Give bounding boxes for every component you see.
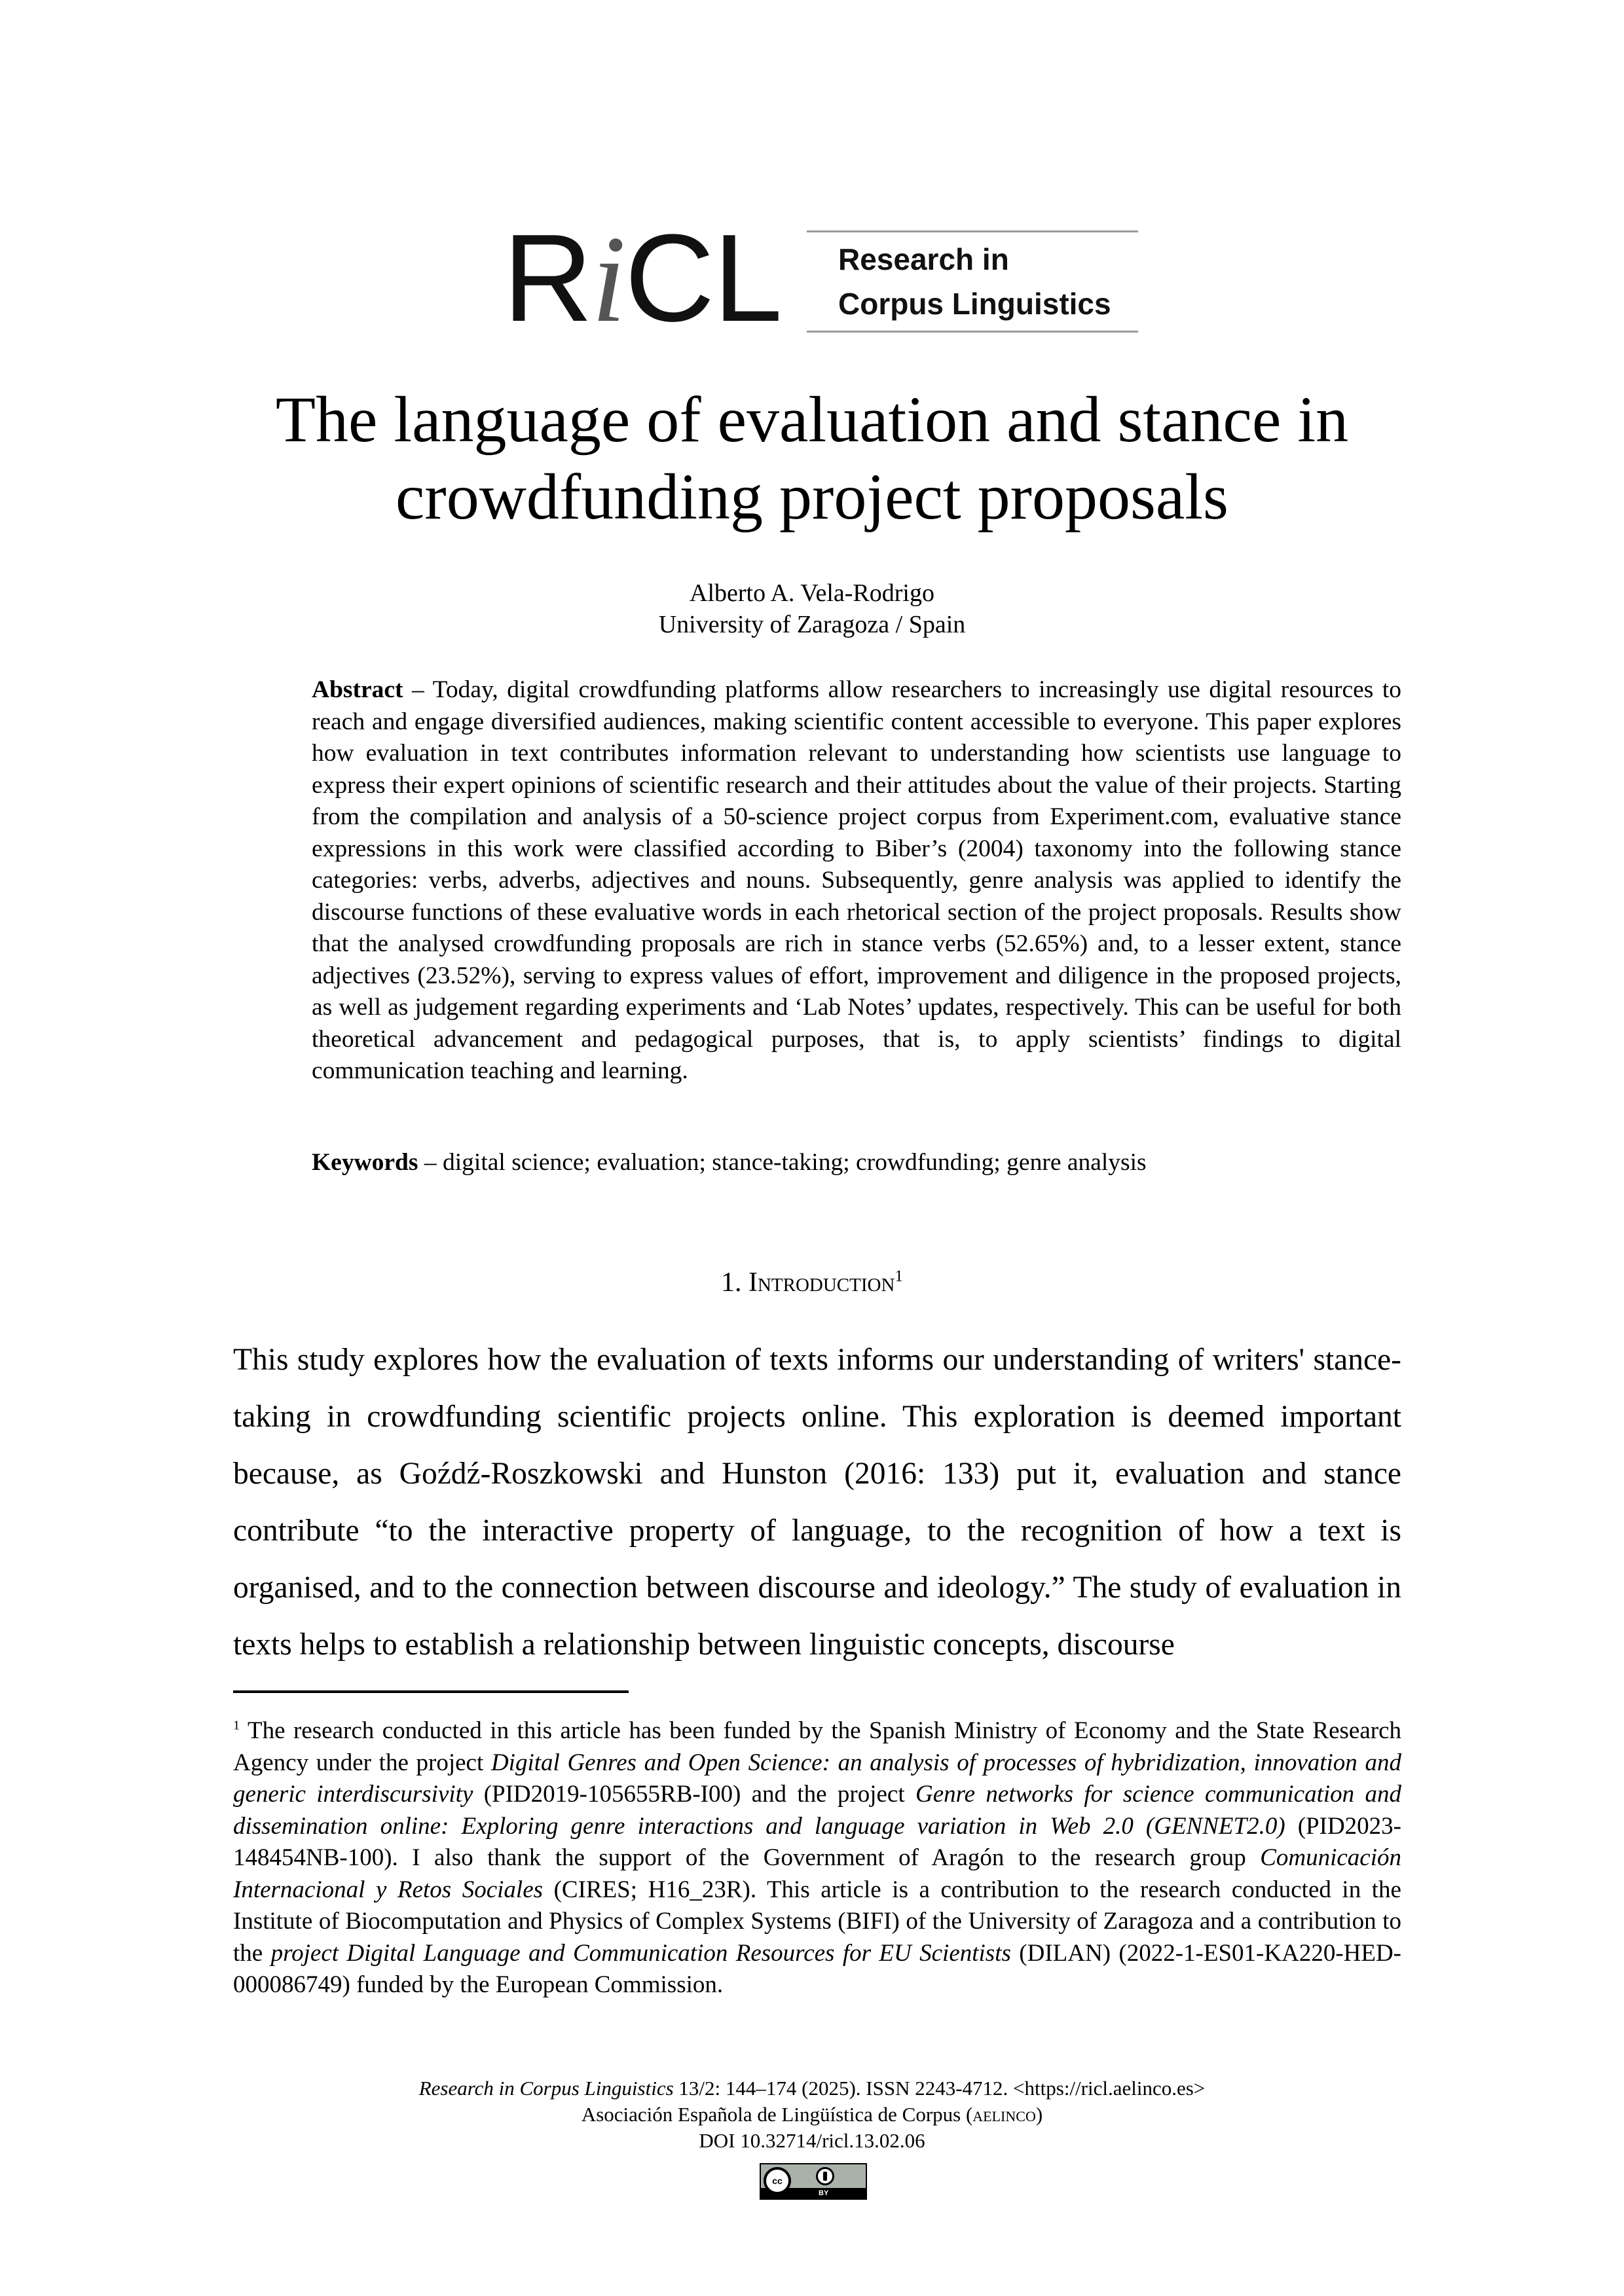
author-block bbox=[196, 577, 1428, 640]
author-name: Alberto A. Vela-Rodrigo bbox=[690, 579, 934, 607]
body-paragraph: This study explores how the evaluation of texts informs our understanding of writers' stance-taking in crowdfunding scientific projects online. This exploration is deemed important because, as Goźdź-Roszkowski and Hunston (2016: 133) put it, evaluation and stance contribute “to the interactive property of language, to the recognition of how a text is organised, and to the connection between discourse and ideology.” The study of evaluation in texts helps to establish a relationship between linguistic concepts, discourse bbox=[233, 1343, 1401, 1662]
footnote: $^1$ The research conducted in this article has been funded by the Spanish Ministry of Economy and the State Research Agency under the project Digital Genres and Open Science: an analysis of processes of hybridization, innovation and generic interdiscursivity (PID2019-105655RB-I00) and the project Genre networks for science communication and dissemination online: Exploring genre interactions and language variation in Web 2.0 (GENNET2.0) (PID2023-148454NB-100). I also thank the support of the Government of Aragón to the research group Comunicación Internacional y Retos Sociales (CIRES; H16_23R). This article is a contribution to the research conducted in the Institute of Biocomputation and Physics of Complex Systems (BIFI) of the University of Zaragoza and a contribution to the project Digital Language and Communication Resources for EU Scientists (DILAN) (2022-1-ES01-KA220-HED-000086749) funded by the European Commission. bbox=[233, 1717, 1401, 1998]
abstract-label: Abstract bbox=[312, 676, 403, 703]
abstract: Abstract – Today, digital crowdfunding platforms allow researchers to increasingly use digital resources to reach and engage diversified audiences, making scientific content accessible to everyone. This paper explores how evaluation in text contributes information relevant to understanding how scientists use language to express their expert opinions of scientific research and their attitudes about the value of their projects. Starting from the compilation and analysis of a 50-science project corpus from Experiment.com, evaluative stance expressions in this work were classified according to Biber’s (2004) taxonomy into the following stance categories: verbs, adverbs, adjectives and nouns. Subsequently, genre analysis was applied to identify the discourse functions of these evaluative words in each rhetorical section of the project proposals. Results show that the analysed crowdfunding proposals are rich in stance verbs (52.65%) and, to a lesser extent, stance adjectives (23.52%), serving to express values of effort, improvement and diligence in the proposed projects, as well as judgement regarding experiments and ‘Lab Notes’ updates, respectively. This can be useful for both theoretical advancement and pedagogical purposes, that is, to apply scientists’ findings to digital communication teaching and learning. bbox=[312, 676, 1401, 1084]
author-affiliation: University of Zaragoza / Spain bbox=[658, 611, 966, 638]
journal-logo bbox=[498, 209, 1153, 348]
section-heading: 1. Introduction$^1$ bbox=[720, 1267, 903, 1298]
page-footer bbox=[196, 2075, 1428, 2154]
keywords: Keywords – digital science; evaluation; stance-taking; crowdfunding; genre analysis bbox=[312, 1149, 1147, 1176]
abstract-text: Today, digital crowdfunding platforms allow researchers to increasingly use digital resources to reach and engage diversified audiences, making scientific content accessible to everyone. This paper explores how evaluation in text contributes information relevant to understanding how scientists use language to express their expert opinions of scientific research and their attitudes about the value of their projects. Starting from the compilation and analysis of a 50-science project corpus from Experiment.com, evaluative stance expressions in this work were classified according to Biber’s (2004) taxonomy into the following stance categories: verbs, adverbs, adjectives and nouns. Subsequently, genre analysis was applied to identify the discourse functions of these evaluative words in each rhetorical section of the project proposals. Results show that the analysed crowdfunding proposals are rich in stance verbs (52.65%) and, to a lesser extent, stance adjectives (23.52%), serving to express values of effort, improvement and diligence in the proposed projects, as well as judgement regarding experiments and ‘Lab Notes’ updates, respectively. This can be useful for both theoretical advancement and pedagogical purposes, that is, to apply scientists’ findings to digital communication teaching and learning. bbox=[312, 676, 1401, 1084]
footnote-marker: 1 bbox=[233, 1718, 240, 1733]
by-label: BY bbox=[819, 2189, 829, 2197]
footnote-separator bbox=[233, 1690, 629, 1693]
association-line: Asociación Española de Lingüística de Corpus (aelinco) bbox=[581, 2103, 1043, 2126]
attribution-person-icon bbox=[816, 2167, 834, 2185]
logo-rule-top bbox=[807, 230, 1138, 232]
ricl-logo-mark: RiCL bbox=[503, 209, 781, 348]
footnote-ref[interactable]: 1 bbox=[895, 1267, 903, 1285]
article-title: The language of evaluation and stance in crowdfunding project proposals bbox=[275, 383, 1349, 533]
keywords-text: digital science; evaluation; stance-taking; crowdfunding; genre analysis bbox=[443, 1149, 1147, 1176]
logo-rule-bottom bbox=[807, 331, 1138, 333]
cc-by-license-badge[interactable] bbox=[760, 2163, 867, 2200]
creative-commons-icon: cc bbox=[764, 2167, 791, 2195]
citation-line: Research in Corpus Linguistics 13/2: 144–174 (2025). ISSN 2243-4712. <https://ricl.aelinco.es> bbox=[418, 2077, 1206, 2100]
logo-journal-name: Research in Corpus Linguistics bbox=[838, 242, 1111, 321]
doi-line[interactable]: DOI 10.32714/ricl.13.02.06 bbox=[699, 2129, 925, 2152]
keywords-label: Keywords bbox=[312, 1149, 418, 1176]
